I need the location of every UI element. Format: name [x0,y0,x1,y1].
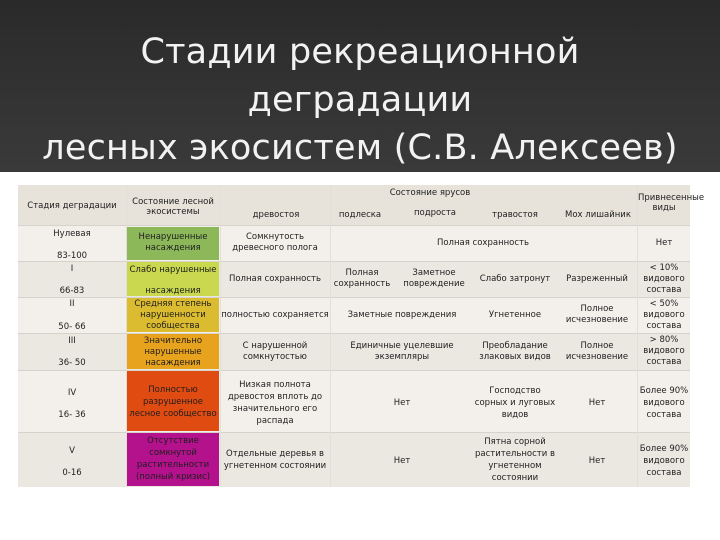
ecosystem-text: растительности [136,460,210,470]
ecosystem-text: Слабо нарушенные [129,265,217,275]
row-divider [18,370,690,371]
row3-grass-text: Преобладание [482,341,548,351]
stage-name: Нулевая [53,229,91,239]
trees-text: С нарушенной [242,341,308,351]
row5-grass-text: Пятна сорной [484,437,546,447]
row2-tiers-text: Заметные повреждения [347,310,457,320]
trees-text: угнетенном состоянии [223,461,327,471]
row5-species-text: видового [643,456,685,466]
row3-tiers-text: Единичные уцелевшие [350,341,454,351]
ecosystem-text: Отсутствие [147,436,199,446]
row2-species-text: видового [643,310,685,320]
header-tiers-group: Состояние ярусов [389,188,471,198]
row4-species-text: видового [643,398,685,408]
row1-species-text: < 10% [649,263,679,273]
stage-range: 50- 66 [58,322,86,332]
row-divider [18,225,690,226]
trees-text: распада [256,416,294,426]
row5-species-text: состава [646,468,682,478]
trees-text: древостоя вплоть до [227,392,323,402]
row2-moss-text: Полное [580,304,614,314]
row4-grass-text: сорных и луговых [474,398,556,408]
row0-species-text: Нет [655,238,673,248]
row1-undergrowth-text: сохранность [333,279,391,289]
row1-undergrowth-text: Полная [345,268,379,278]
row1-species-text: видового [643,274,685,284]
row5-grass-text: угнетенном [488,461,542,471]
row3-species-text: > 80% [649,335,679,345]
row4-grass-text: Господство [489,386,541,396]
header-regrowth: подроста [413,208,457,218]
row5-grass-text: состоянии [491,473,539,483]
row1-grass-text: Слабо затронут [479,274,551,284]
trees-text: значительного его [232,404,318,414]
ecosystem-text: сообщества [146,321,200,331]
stage-range: 66-83 [59,286,85,296]
ecosystem-text: нарушенности [140,310,206,320]
stage-name: II [69,299,75,309]
row1-regrowth-text: Заметное [412,268,456,278]
ecosystem-text: насаждения [145,243,201,253]
row4-species-text: Более 90% [639,386,689,396]
row-divider [18,297,690,298]
trees-text: древесного полога [232,243,318,253]
row3-grass-text: злаковых видов [479,352,551,362]
row2-species-text: < 50% [649,299,679,309]
header-tree-layer: древостоя [252,210,300,220]
row1-moss-text: Разреженный [566,274,628,284]
stage-name: I [70,264,74,274]
row1-regrowth-text: повреждение [403,279,465,289]
title-line-2: лесных экосистем (С.В. Алексеев) [42,128,678,168]
row2-species-text: состава [646,321,682,331]
ecosystem-text: разрушенное [142,397,204,407]
row4-species-text: состава [646,410,682,420]
header-dominant-species: Привнесенные виды [638,193,705,213]
row-divider [18,333,690,334]
trees-text: Полная сохранность [228,274,322,284]
row5-tiers-text: Нет [393,456,411,466]
header-grass: травостоя [492,210,538,220]
ecosystem-text: насаждения [145,286,201,296]
stage-name: III [68,336,76,346]
row3-tiers-text: экземпляры [374,352,430,362]
row2-moss-text: исчезновение [565,315,629,325]
ecosystem-text: Значительно [143,336,203,346]
ecosystem-text: Ненарушенные [138,232,208,242]
row3-species-text: состава [646,357,682,367]
column-divider [330,185,331,487]
row-divider [18,432,690,433]
stage-range: 16- 36 [58,410,86,420]
row3-moss-text: Полное [580,341,614,351]
slide-title [30,28,690,172]
ecosystem-text: нарушенные [144,347,202,357]
header-stage: Стадия деградации [27,201,117,211]
row0-tiers-text: Полная сохранность [436,238,530,248]
ecosystem-text: сомкнутой [149,448,197,458]
header-undergrowth: подлеска [338,210,382,220]
row4-grass-text: видов [501,410,529,420]
row4-moss-text: Нет [588,398,606,408]
trees-text: Низкая полнота [239,380,311,390]
trees-text: сомкнутостью [243,352,307,362]
header-ecosystem: Состояние лесной экосистемы [132,197,214,217]
stage-range: 36- 50 [58,358,86,368]
ecosystem-text: насаждения [145,358,201,368]
ecosystem-text: лесное сообщество [129,409,217,419]
ecosystem-text: (полный кризис) [135,472,211,482]
row3-species-text: видового [643,346,685,356]
trees-text: Отдельные деревья в [226,449,324,459]
row-divider [18,261,690,262]
stage-range: 0-16 [62,468,82,478]
trees-text: Сомкнутость [245,232,305,242]
row1-species-text: состава [646,285,682,295]
row5-moss-text: Нет [588,456,606,466]
stage-name: IV [67,388,77,398]
row5-species-text: Более 90% [639,444,689,454]
row2-grass-text: Угнетенное [488,310,542,320]
title-line-1: Стадии рекреационной деградации [140,32,580,120]
ecosystem-text: Полностью [148,385,198,395]
trees-text: полностью сохраняется [221,310,329,320]
column-divider [220,185,221,487]
stage-name: V [69,446,75,456]
row3-moss-text: исчезновение [565,352,629,362]
header-moss: Мох лишайник [565,210,631,220]
row5-grass-text: растительности в [475,449,555,459]
ecosystem-text: Средняя степень [134,299,212,309]
stage-range: 83-100 [56,251,88,261]
row4-tiers-text: Нет [393,398,411,408]
